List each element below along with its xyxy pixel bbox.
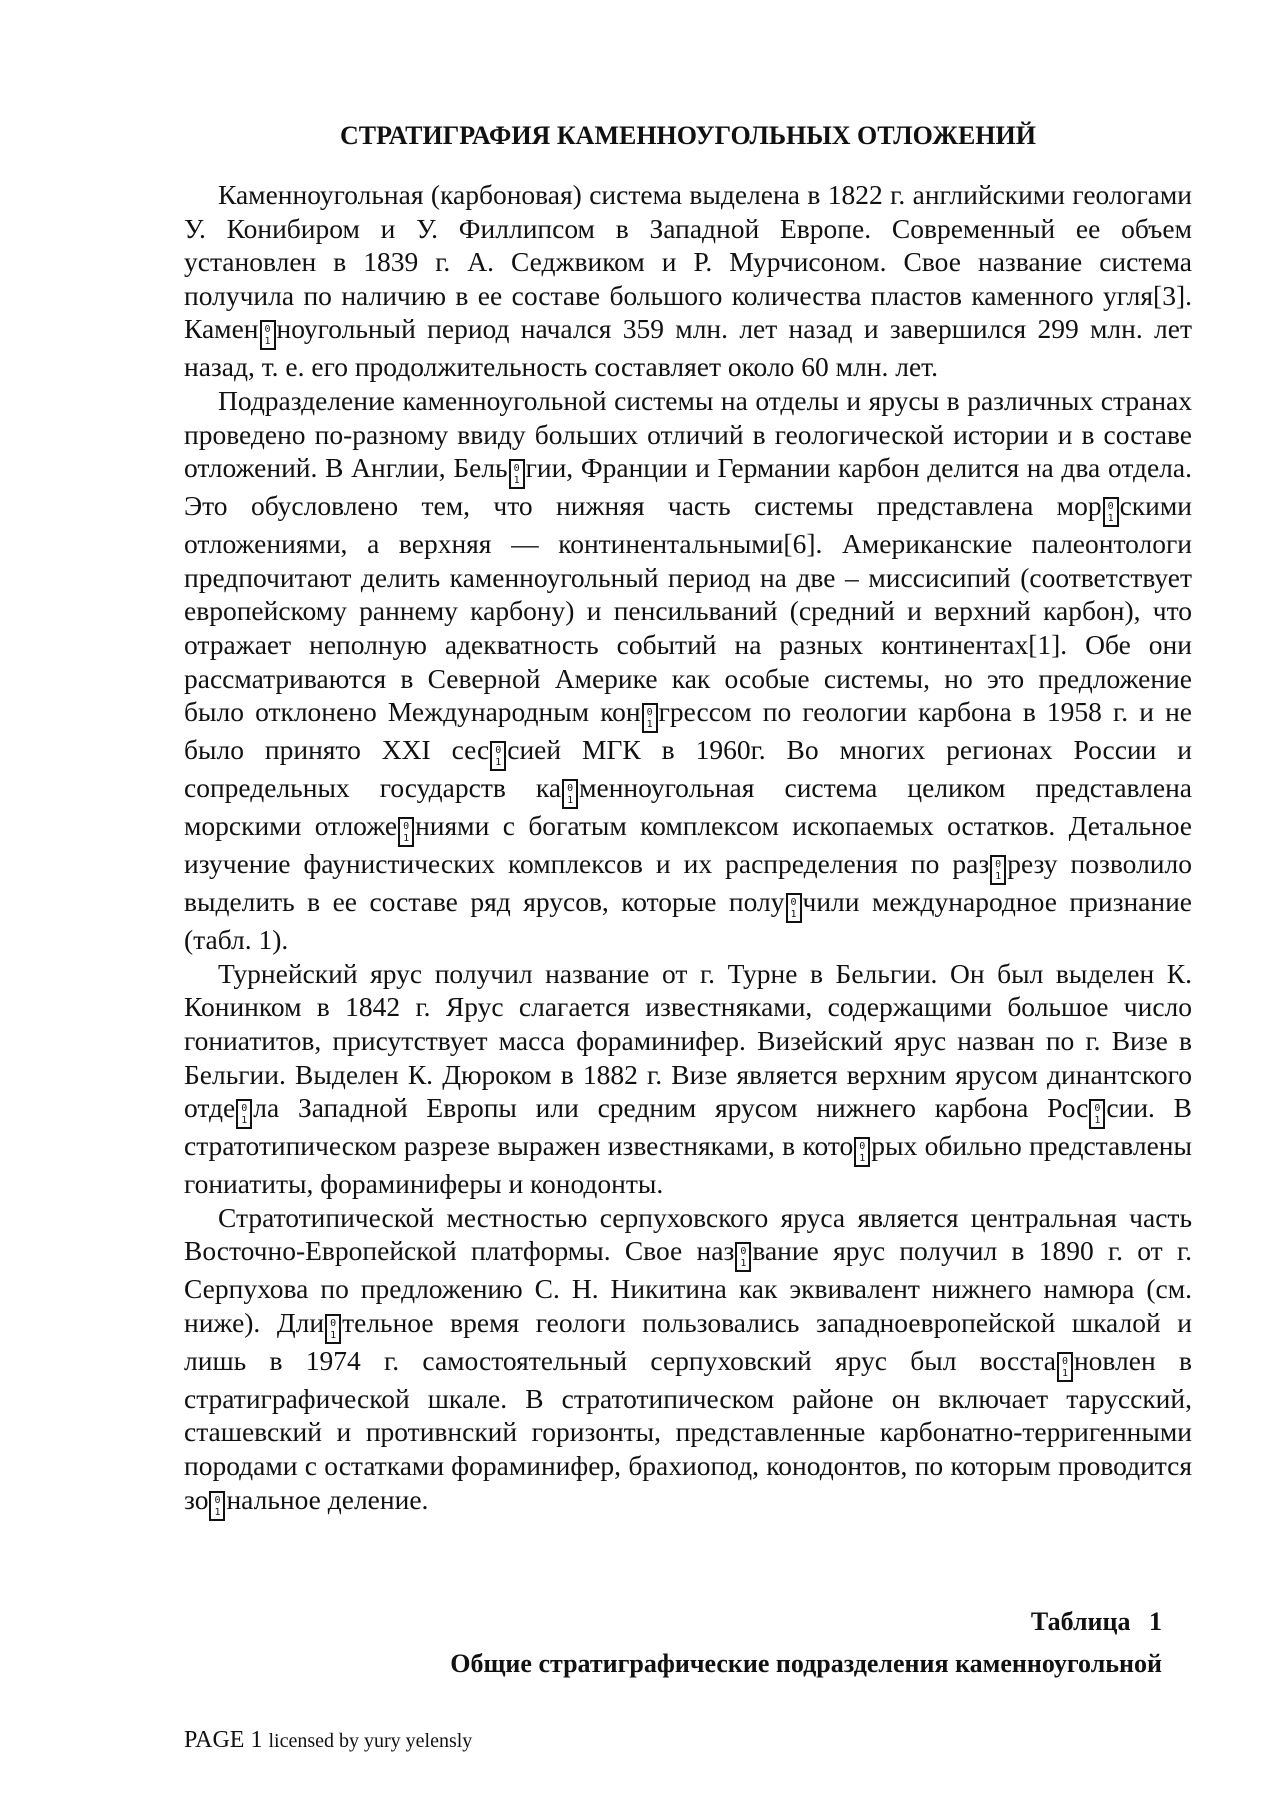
- missing-glyph-bottom: 1: [790, 909, 797, 921]
- paragraph-text: чили международное признание (табл. 1).: [184, 886, 1193, 956]
- missing-glyph-top: 0: [513, 463, 520, 475]
- missing-glyph-bottom: 1: [214, 1506, 221, 1518]
- missing-glyph-icon: [1057, 1352, 1073, 1382]
- missing-glyph-top: 0: [1107, 501, 1114, 513]
- missing-glyph-bottom: 1: [567, 795, 574, 807]
- missing-glyph-icon: [260, 320, 276, 350]
- paragraph-text: тельное время геологи пользовались западноевропейской шкалой и лишь в 1974 г. самостоятельный серпуховский ярус был восста: [184, 1306, 1192, 1376]
- table-label: Таблица 1: [1030, 1607, 1162, 1636]
- missing-glyph-top: 0: [646, 707, 653, 719]
- paragraph-text: нальное деление.: [226, 1483, 429, 1515]
- page-number: PAGE 1: [184, 1727, 263, 1753]
- missing-glyph-bottom: 1: [1061, 1367, 1068, 1379]
- missing-glyph-top: 0: [241, 1103, 248, 1115]
- paragraph-text: рых обильно представлены гониатиты, фораминиферы и конодонты.: [184, 1130, 1192, 1200]
- paragraph-text: Подразделение каменноугольной системы на отделы и ярусы в различных странах проведено по-разному ввиду больших отличий в геологической истории и в составе отложений. В Англии, Бель: [184, 384, 1192, 484]
- missing-glyph-icon: [398, 817, 414, 847]
- missing-glyph-top: 0: [790, 897, 797, 909]
- missing-glyph-icon: [735, 1242, 751, 1272]
- missing-glyph-top: 0: [495, 745, 502, 757]
- missing-glyph-top: 0: [330, 1317, 337, 1329]
- missing-glyph-top: 0: [264, 324, 271, 336]
- missing-glyph-icon: [490, 741, 506, 771]
- paragraph-text: резу позволило выделить в ее составе ряд ярусов, которые полу: [184, 848, 1192, 918]
- paragraph-text: менноугольная система целиком представлена морскими отложе: [184, 772, 1192, 842]
- paragraph-text: сии. В стратотипическом разрезе выражен известняками, в кото: [184, 1092, 1193, 1162]
- missing-glyph-icon: [854, 1137, 870, 1167]
- paragraph-text: ноугольный период начался 359 млн. лет назад и завершился 299 млн. лет назад, т. е. его продолжительность составляет около 60 млн. лет.: [184, 313, 1192, 383]
- paragraph-text: вание ярус получил в 1890 г. от г. Серпухова по предложению С. Н. Никитина как эквивалент нижнего намюра (см. ниже). Дли: [184, 1235, 1193, 1338]
- missing-glyph-icon: [1103, 497, 1119, 527]
- missing-glyph-bottom: 1: [740, 1258, 747, 1270]
- page-footer: [184, 1725, 472, 1756]
- missing-glyph-bottom: 1: [330, 1329, 337, 1341]
- paragraph-text: ла Западной Европы или средним ярусом нижнего карбона Рос: [253, 1092, 1089, 1124]
- document-body: [184, 178, 1192, 1521]
- missing-glyph-bottom: 1: [264, 336, 271, 348]
- missing-glyph-top: 0: [740, 1246, 747, 1258]
- missing-glyph-icon: [562, 779, 578, 809]
- missing-glyph-top: 0: [1094, 1103, 1101, 1115]
- missing-glyph-top: 0: [1061, 1355, 1068, 1367]
- paragraph-text: Турнейский ярус получил название от г. Турне в Бельгии. Он был выделен К. Конинком в 1842 г. Ярус слагается известняками, содержащими большое число гониатитов, присутствует масса фораминифер. Визейский ярус назван по г. Визе в Бельгии. Выделен К. Дюроком в 1882 г. Визе является верхним ярусом динантского отде: [184, 957, 1192, 1124]
- missing-glyph-bottom: 1: [995, 871, 1002, 883]
- document-title: СТРАТИГРАФИЯ КАМЕННОУГОЛЬНЫХ ОТЛОЖЕНИЙ: [340, 121, 1036, 150]
- missing-glyph-top: 0: [214, 1494, 221, 1506]
- missing-glyph-icon: [786, 893, 802, 923]
- paragraph: [184, 1201, 1192, 1521]
- missing-glyph-bottom: 1: [495, 757, 502, 769]
- missing-glyph-icon: [236, 1099, 252, 1129]
- missing-glyph-icon: [1089, 1099, 1105, 1129]
- paragraph-text: Каменноугольная (карбоновая) система выделена в 1822 г. английскими геологами У. Конибиром и У. Филлипсом в Западной Европе. Современный ее объем установлен в 1839 г. А. Седжвиком и Р. Мурчисоном. Свое название система получила по наличию в ее составе большого количества пластов каменного угля[3]. Камен: [184, 179, 1192, 345]
- missing-glyph-icon: [325, 1314, 341, 1344]
- paragraph: [184, 178, 1192, 384]
- paragraph-text: сией МГК в 1960г. Во многих регионах России и сопредельных государств ка: [184, 734, 1192, 804]
- missing-glyph-icon: [990, 855, 1006, 885]
- paragraph-text: гии, Франции и Германии карбон делится на два отдела. Это обусловлено тем, что нижняя часть системы представлена мор: [184, 452, 1192, 522]
- missing-glyph-top: 0: [859, 1141, 866, 1153]
- paragraph-text: Стратотипической местностью серпуховского яруса является центральная часть Восточно-Европейской платформы. Свое наз: [184, 1201, 1192, 1267]
- license-text: licensed by yury yelensly: [268, 1730, 473, 1752]
- missing-glyph-bottom: 1: [403, 833, 410, 845]
- missing-glyph-top: 0: [567, 783, 574, 795]
- missing-glyph-icon: [209, 1491, 225, 1521]
- table-caption: Общие стратиграфические подразделения каменноугольной: [450, 1649, 1162, 1678]
- missing-glyph-bottom: 1: [1107, 513, 1114, 525]
- missing-glyph-bottom: 1: [646, 719, 653, 731]
- paragraph-text: скими отложениями, а верхняя — континентальными[6]. Американские палеонтологи предпочитают делить каменноугольный период на две – миссисипий (соответствует европейскому раннему карбону) и пенсильваний (средний и верхний карбон), что отражает неполную адекватность событий на разных континентах[1]. Обе они рассматриваются в Северной Америке как особые системы, но это предложение было отклонено Международным кон: [184, 490, 1192, 728]
- missing-glyph-bottom: 1: [513, 475, 520, 487]
- paragraph-text: ниями с богатым комплексом ископаемых остатков. Детальное изучение фаунистических комплексов и их распределения по раз: [184, 810, 1192, 880]
- missing-glyph-bottom: 1: [1094, 1115, 1101, 1127]
- missing-glyph-top: 0: [403, 821, 410, 833]
- paragraph: [184, 957, 1192, 1201]
- missing-glyph-bottom: 1: [859, 1153, 866, 1165]
- paragraph-text: грессом по геологии карбона в 1958 г. и не было принято XXI сес: [184, 696, 1192, 766]
- missing-glyph-icon: [509, 459, 525, 489]
- missing-glyph-bottom: 1: [241, 1115, 248, 1127]
- paragraph-text: новлен в стратиграфической шкале. В стратотипическом районе он включает тарусский, сташевский и противнский горизонты, представленные карбонатно-терригенными породами с остатками фораминифер, брахиопод, конодонтов, по которым проводится зо: [184, 1344, 1192, 1515]
- missing-glyph-top: 0: [995, 859, 1002, 871]
- paragraph: [184, 384, 1192, 957]
- missing-glyph-icon: [642, 703, 658, 733]
